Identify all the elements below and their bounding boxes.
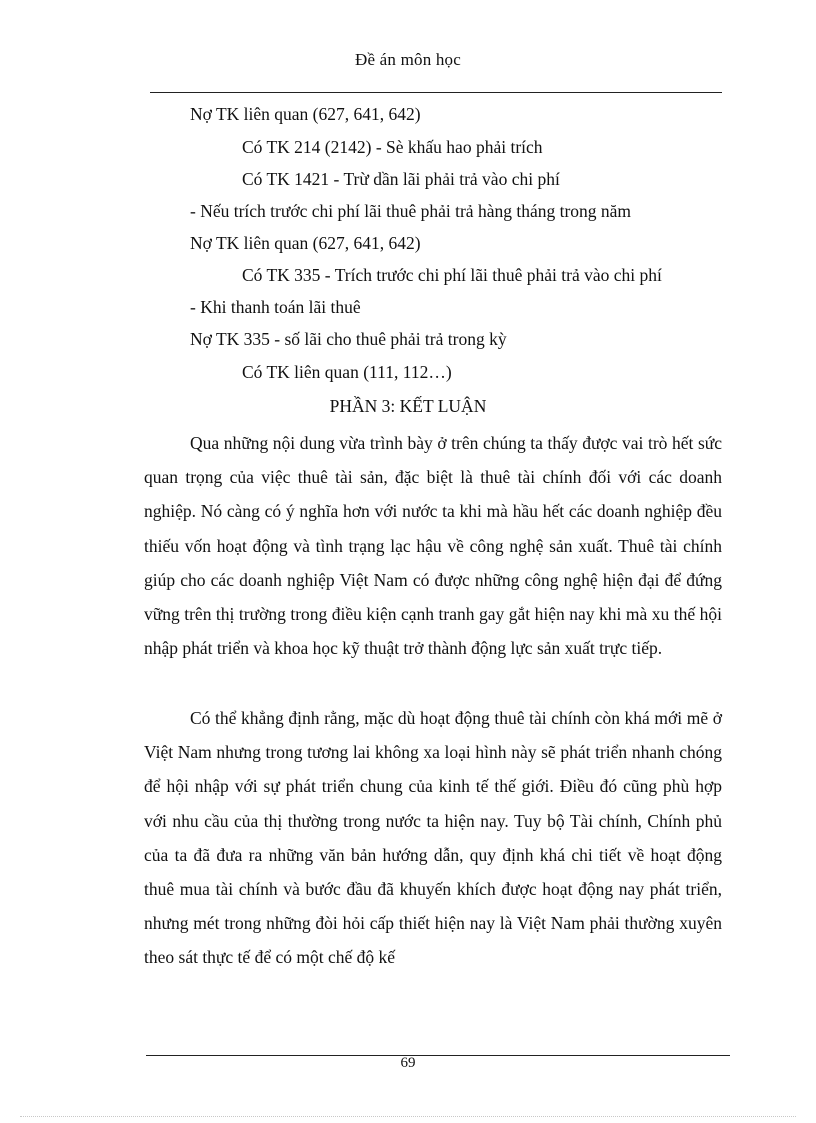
journal-case-note: - Nếu trích trước chi phí lãi thuê phải trả hàng tháng trong năm xyxy=(190,201,632,221)
conclusion-paragraph: Có thể khẳng định rằng, mặc dù hoạt động thuê tài chính còn khá mới mẽ ở Việt Nam nhưng trong tương lai không xa loại hình này sẽ phát triển nhanh chóng để hội nhập với sự phát triển chung của kinh tế thế giới. Điều đó cũng phù hợp với nhu cầu của thị thường trong nước ta hiện nay. Tuy bộ Tài chính, Chính phủ của ta đã đưa ra những văn bản hướng dẫn, quy định khá chi tiết về hoạt động thuê mua tài chính và bước đầu đã khuyến khích được hoạt động nay phát triển, nhưng mét trong những đòi hỏi cấp thiết hiện nay là Việt Nam phải thường xuyên theo sát thực tế để có một chế độ kế xyxy=(144,708,722,968)
journal-entry-debit: Nợ TK liên quan (627, 641, 642) xyxy=(190,233,421,253)
section-heading: PHẦN 3: KẾT LUẬN xyxy=(329,396,487,416)
journal-entry-credit: Có TK liên quan (111, 112…) xyxy=(242,362,452,382)
journal-entry-debit: Nợ TK 335 - số lãi cho thuê phải trả trong kỳ xyxy=(190,329,507,349)
journal-entry-credit: Có TK 335 - Trích trước chi phí lãi thuê phải trả vào chi phí xyxy=(242,265,662,285)
page-edge-dotted-line xyxy=(20,1116,796,1117)
conclusion-paragraph: Qua những nội dung vừa trình bày ở trên chúng ta thấy được vai trò hết sức quan trọng của việc thuê tài sản, đặc biệt là thuê tài chính đối với các doanh nghiệp. Nó càng có ý nghĩa hơn với nước ta khi mà hầu hết các doanh nghiệp đều thiếu vốn hoạt động và tình trạng lạc hậu về công nghệ sản xuất. Thuê tài chính giúp cho các doanh nghiệp Việt Nam có được những công nghệ hiện đại để đứng vững trên thị trường trong điều kiện cạnh tranh gay gắt hiện nay khi mà xu thế hội nhập phát triển và khoa học kỹ thuật trở thành động lực sản xuất trực tiếp. xyxy=(144,433,722,659)
journal-entry-debit: Nợ TK liên quan (627, 641, 642) xyxy=(190,104,421,124)
journal-case-note: - Khi thanh toán lãi thuê xyxy=(190,297,361,317)
journal-entry-credit: Có TK 1421 - Trừ dần lãi phải trả vào chi phí xyxy=(242,169,560,189)
header-divider xyxy=(150,92,722,93)
page-header-title: Đề án môn học xyxy=(355,50,461,69)
page-number: 69 xyxy=(400,1055,416,1071)
journal-entry-credit: Có TK 214 (2142) - Sè khấu hao phải trích xyxy=(242,137,543,157)
